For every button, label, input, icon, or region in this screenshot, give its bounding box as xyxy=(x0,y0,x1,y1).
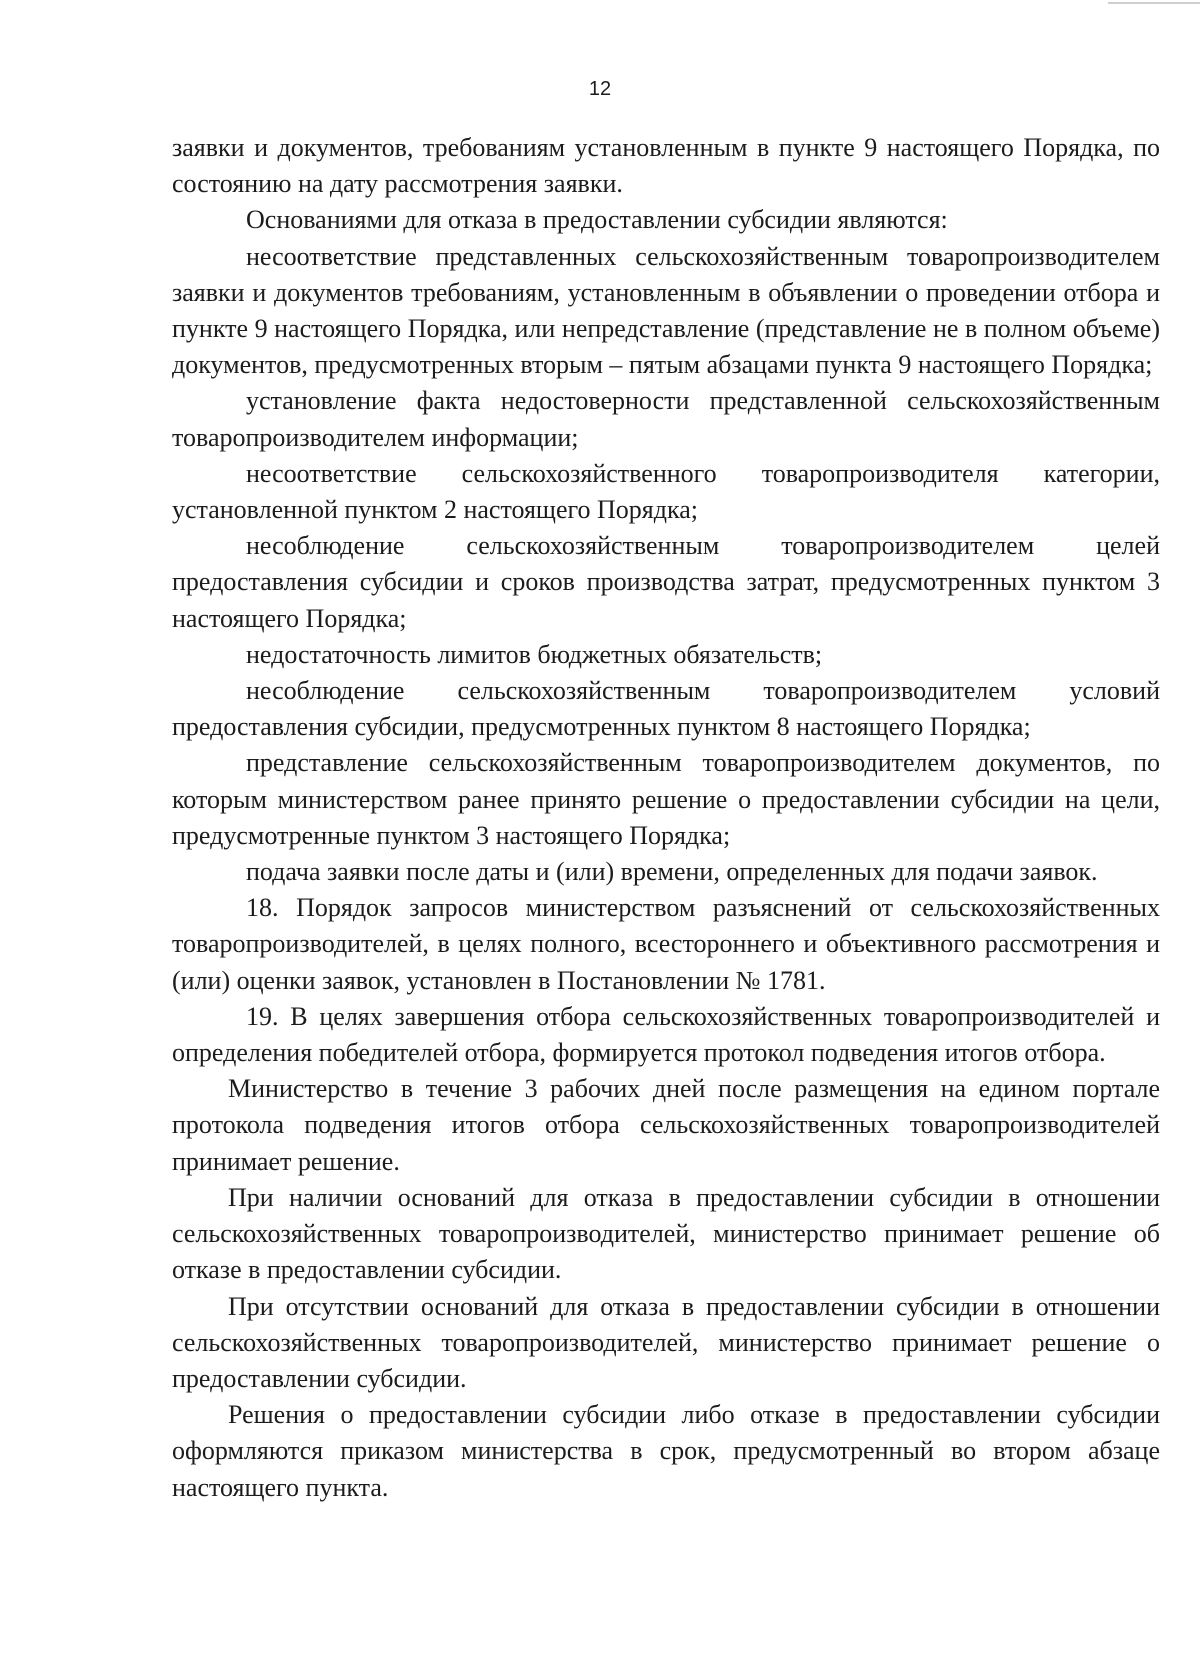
paragraph-ground-unreliable-info: установление факта недостоверности представленной сельскохозяйственным товаропроизводителем информации; xyxy=(172,386,1160,452)
paragraph-ground-nonconformity: несоответствие представленных сельскохозяйственным товаропроизводителем заявки и документов требованиям, установленным в объявлении о проведении отбора и пункте 9 настоящего Порядка, или непредставление (представление не в полном объеме) документов, предусмотренных вторым – пятым абзацами пункта 9 настоящего Порядка; xyxy=(172,241,1160,380)
paragraph-ground-limits: недостаточность лимитов бюджетных обязательств; xyxy=(246,639,823,669)
paragraph-ground-purposes: несоблюдение сельскохозяйственным товаропроизводителем целей предоставления субсидии и сроков производства затрат, предусмотренных пунктом 3 настоящего Порядка; xyxy=(172,531,1160,633)
paragraph-ground-category: несоответствие сельскохозяйственного товаропроизводителя категории, установленной пунктом 2 настоящего Порядка; xyxy=(172,458,1160,525)
paragraph-continuation: заявки и документов, требованиям установленным в пункте 9 настоящего Порядка, по состоянию на дату рассмотрения заявки. xyxy=(172,133,1160,199)
page-number: 12 xyxy=(588,78,612,100)
paragraph-decision-order: Решения о предоставлении субсидии либо отказе в предоставлении субсидии оформляются приказом министерства в срок, предусмотренный во втором абзаце настоящего пункта. xyxy=(172,1400,1160,1502)
paragraph-ground-duplicate: представление сельскохозяйственным товаропроизводителем документов, по которым министерством ранее принято решение о предоставлении субсидии на цели, предусмотренные пунктом 3 настоящего Порядка; xyxy=(172,748,1160,850)
paragraph-refusal-grounds-intro: Основаниями для отказа в предоставлении субсидии являются: xyxy=(246,205,948,235)
paragraph-ground-late-submission: подача заявки после даты и (или) времени, определенных для подачи заявок. xyxy=(246,857,1098,887)
paragraph-item-18: 18. Порядок запросов министерством разъяснений от сельскохозяйственных товаропроизводителей, в целях полного, всестороннего и объективного рассмотрения и (или) оценки заявок, установлен в Постановлении № 1781. xyxy=(172,893,1160,995)
document-body xyxy=(172,130,1160,1506)
paragraph-grant-decision: При отсутствии оснований для отказа в предоставлении субсидии в отношении сельскохозяйственных товаропроизводителей, министерство принимает решение о предоставлении субсидии. xyxy=(172,1291,1160,1393)
paragraph-item-19: 19. В целях завершения отбора сельскохозяйственных товаропроизводителей и определения победителей отбора, формируется протокол подведения итогов отбора. xyxy=(172,1001,1160,1068)
paragraph-ministry-decision: Министерство в течение 3 рабочих дней после размещения на едином портале протокола подведения итогов отбора сельскохозяйственных товаропроизводителей принимает решение. xyxy=(172,1074,1160,1176)
scan-edge-mark xyxy=(1108,2,1200,4)
paragraph-ground-conditions: несоблюдение сельскохозяйственным товаропроизводителем условий предоставления субсидии, предусмотренных пунктом 8 настоящего Порядка; xyxy=(172,676,1160,742)
paragraph-refusal-decision: При наличии оснований для отказа в предоставлении субсидии в отношении сельскохозяйственных товаропроизводителей, министерство принимает решение об отказе в предоставлении субсидии. xyxy=(172,1182,1160,1285)
